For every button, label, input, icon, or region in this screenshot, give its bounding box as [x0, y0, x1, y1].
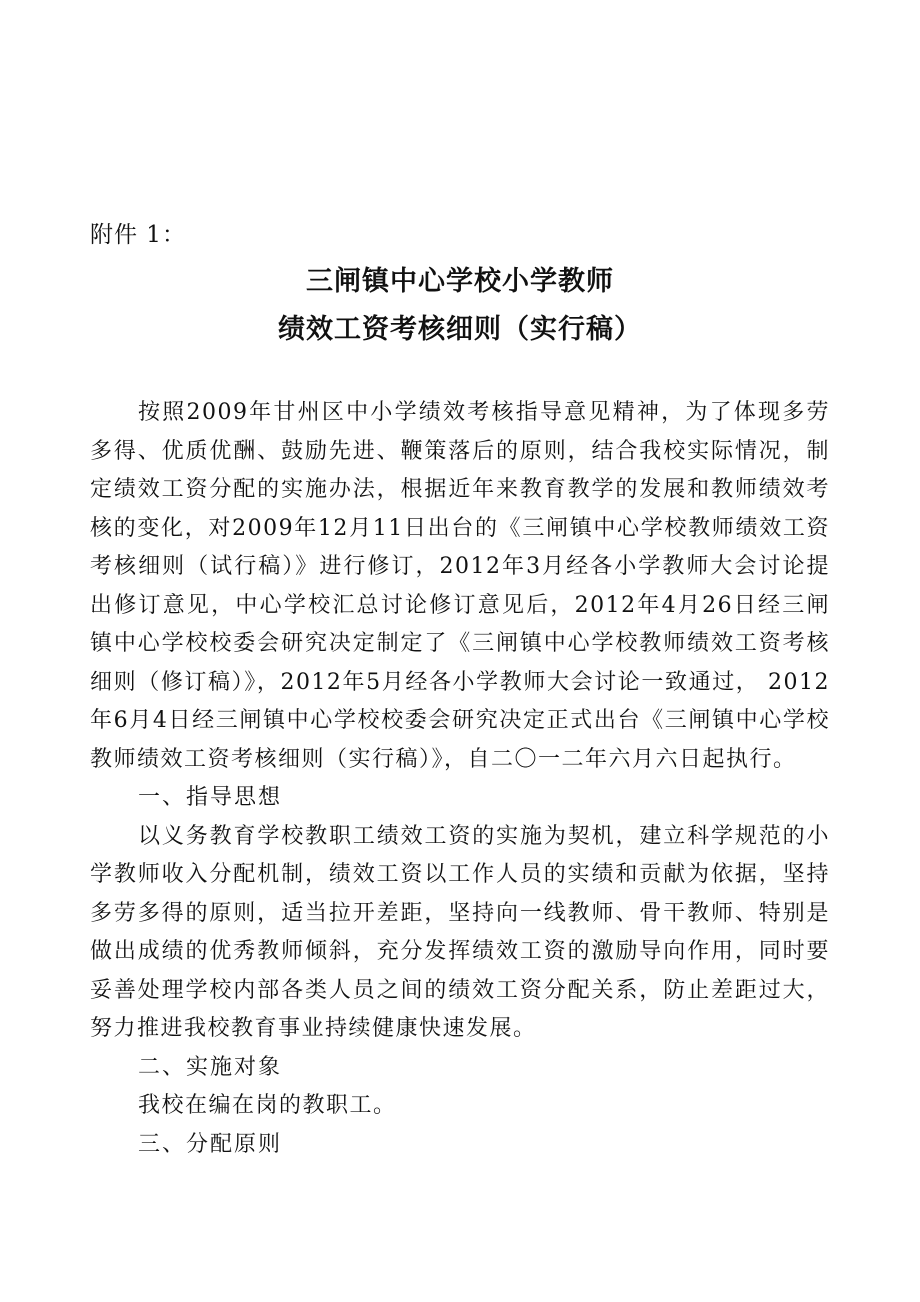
section-heading-principles: 三、分配原则 — [138, 1131, 283, 1157]
section-heading-target: 二、实施对象 — [138, 1054, 283, 1080]
section-heading-guiding-thought: 一、指导思想 — [138, 785, 283, 810]
intro-paragraph: 按照2009年甘州区中小学绩效考核指导意见精神，为了体现多劳多得、优质优酬、鼓励先进、鞭策落后的原则，结合我校实际情况，制定绩效工资分配的实施办法，根据近年来教育教学的发展和教师绩效考核的变化，对2009年12月11日出台的《三闸镇中心学校教师绩效工资考核细则（试行稿）》进行修订，2012年3月经各小学教师大会讨论提出修订意见，中心学校汇总讨论修订意见后，2012年4月26日经三闸镇中心学校校委会研究决定制定了《三闸镇中心学校教师绩效工资考核细则（修订稿）》，2012年5月经各小学教师大会讨论一致通过， 2012年6月4日经三闸镇中心学校校委会研究决定正式出台《三闸镇中心学校教师绩效工资考核细则（实行稿）》，自二〇一二年六月六日起执行。 — [90, 400, 830, 772]
document-body — [90, 394, 830, 1164]
document-title-line1: 三闸镇中心学校小学教师 — [306, 266, 614, 297]
target-paragraph: 我校在编在岗的教职工。 — [138, 1093, 397, 1118]
attachment-label: 附件 1： — [90, 222, 186, 248]
guiding-thought-paragraph: 以义务教育学校教职工绩效工资的实施为契机，建立科学规范的小学教师收入分配机制，绩效工资以工作人员的实绩和贡献为依据，坚持多劳多得的原则，适当拉开差距，坚持向一线教师、骨干教师、特别是做出成绩的优秀教师倾斜，充分发挥绩效工资的激励导向作用，同时要妥善处理学校内部各类人员之间的绩效工资分配关系，防止差距过大，努力推进我校教育事业持续健康快速发展。 — [90, 823, 830, 1041]
document-title-line2: 绩效工资考核细则（实行稿） — [278, 314, 642, 345]
